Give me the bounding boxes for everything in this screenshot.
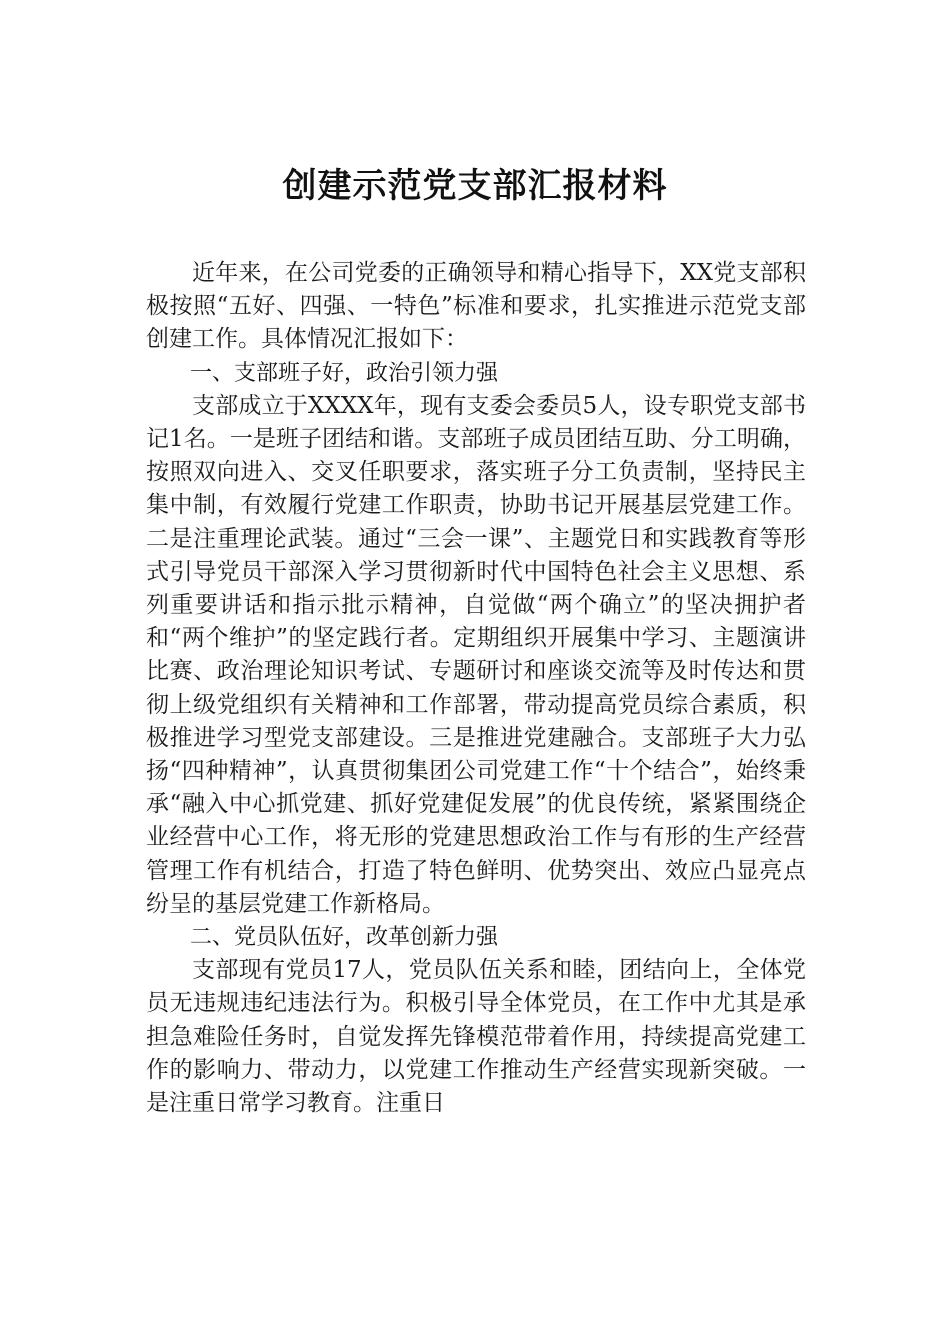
intro-paragraph: 近年来，在公司党委的正确领导和精心指导下，XX党支部积极按照“五好、四强、一特色”标准和要求，扎实推进示范党支部创建工作。具体情况汇报如下： — [146, 260, 806, 353]
section-heading-1: 一、支部班子好，政治引领力强 — [190, 360, 499, 386]
section-paragraph-1: 支部成立于XXXX年，现有支委会委员5人，设专职党支部书记1名。一是班子团结和谐。支部班子成员团结互助、分工明确，按照双向进入、交叉任职要求，落实班子分工负责制，坚持民主集中制，有效履行党建工作职责，协助书记开展基层党建工作。二是注重理论武装。通过“三会一课”、主题党日和实践教育等形式引导党员干部深入学习贯彻新时代中国特色社会主义思想、系列重要讲话和指示批示精神，自觉做“两个确立”的坚决拥护者和“两个维护”的坚定践行者。定期组织开展集中学习、主题演讲比赛、政治理论知识考试、专题研讨和座谈交流等及时传达和贯彻上级党组织有关精神和工作部署，带动提高党员综合素质，积极推进学习型党支部建设。三是推进党建融合。支部班子大力弘扬“四种精神”，认真贯彻集团公司党建工作“十个结合”，始终秉承“融入中心抓党建、抓好党建促发展”的优良传统，紧紧围绕企业经营中心工作，将无形的党建思想政治工作与有形的生产经营管理工作有机结合，打造了特色鲜明、优势突出、效应凸显亮点纷呈的基层党建工作新格局。 — [146, 392, 806, 917]
document-title: 创建示范党支部汇报材料 — [282, 166, 668, 206]
section-paragraph-2: 支部现有党员17人，党员队伍关系和睦，团结向上，全体党员无违规违纪违法行为。积极引导全体党员，在工作中尤其是承担急难险任务时，自觉发挥先锋模范带着作用，持续提高党建工作的影响力、带动力，以党建工作推动生产经营实现新突破。一是注重日常学习教育。注重日 — [146, 957, 806, 1117]
section-heading-2: 二、党员队伍好，改革创新力强 — [190, 925, 499, 951]
document-body — [146, 257, 806, 1120]
